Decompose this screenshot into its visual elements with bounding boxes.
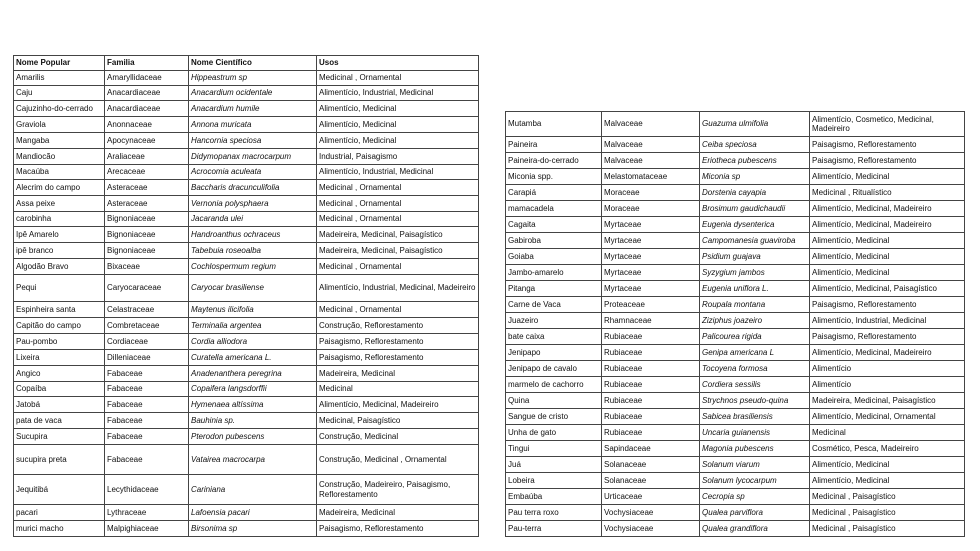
table-row — [14, 382, 479, 397]
scientific-name-cell: Caryocar brasiliense — [189, 275, 317, 302]
scientific-name-cell: Solanum viarum — [700, 457, 810, 473]
table-row — [506, 249, 965, 265]
scientific-name-cell: Ceiba speciosa — [700, 137, 810, 153]
uses-cell: Paisagismo, Reflorestamento — [317, 350, 479, 366]
uses-cell: Alimentício, Medicinal, Madeireiro — [810, 217, 965, 233]
popular-name-cell: Pequi — [14, 275, 105, 302]
family-cell: Myrtaceae — [602, 281, 700, 297]
popular-name-cell: Embaúba — [506, 489, 602, 505]
family-cell: Amaryllidaceae — [105, 71, 189, 86]
family-cell: Lecythidaceae — [105, 475, 189, 505]
scientific-name-cell: Solanum lycocarpum — [700, 473, 810, 489]
table-row — [506, 201, 965, 217]
popular-name-cell: Quina — [506, 393, 602, 409]
scientific-name-cell: Copaifera langsdorffii — [189, 382, 317, 397]
uses-cell: Medicinal — [810, 425, 965, 441]
family-cell: Araliaceae — [105, 149, 189, 165]
table-row — [14, 227, 479, 243]
popular-name-cell: Sangue de cristo — [506, 409, 602, 425]
uses-cell: Alimentício, Medicinal, Madeireiro — [810, 201, 965, 217]
uses-cell: Alimentício, Medicinal — [810, 169, 965, 185]
scientific-name-cell: Psidium guajava — [700, 249, 810, 265]
uses-cell: Alimentício, Industrial, Medicinal, Madeireiro — [317, 275, 479, 302]
popular-name-cell: Ipê Amarelo — [14, 227, 105, 243]
popular-name-cell: Pitanga — [506, 281, 602, 297]
table-row — [506, 281, 965, 297]
family-cell: Rubiaceae — [602, 425, 700, 441]
family-cell: Bignoniaceae — [105, 212, 189, 227]
table-row — [506, 233, 965, 249]
table-row — [506, 185, 965, 201]
family-cell: Combretaceae — [105, 318, 189, 334]
uses-cell: Alimentício — [810, 377, 965, 393]
right-plant-table — [505, 111, 965, 537]
popular-name-cell: marmelo de cachorro — [506, 377, 602, 393]
popular-name-cell: Amarilis — [14, 71, 105, 86]
uses-cell: Cosmético, Pesca, Madeireiro — [810, 441, 965, 457]
table-row — [14, 180, 479, 196]
family-cell: Malpighiaceae — [105, 521, 189, 537]
scientific-name-cell: Didymopanax macrocarpum — [189, 149, 317, 165]
popular-name-cell: Pau-pombo — [14, 334, 105, 350]
popular-name-cell: pacari — [14, 505, 105, 521]
family-cell: Myrtaceae — [602, 217, 700, 233]
scientific-name-cell: Magonia pubescens — [700, 441, 810, 457]
uses-cell: Construção, Reflorestamento — [317, 318, 479, 334]
popular-name-cell: Lobeira — [506, 473, 602, 489]
uses-cell: Alimentício, Medicinal, Madeireiro — [317, 397, 479, 413]
popular-name-cell: mamacadela — [506, 201, 602, 217]
popular-name-cell: Miconia spp. — [506, 169, 602, 185]
scientific-name-cell: Roupala montana — [700, 297, 810, 313]
table-row — [14, 445, 479, 475]
scientific-name-cell: Tocoyena formosa — [700, 361, 810, 377]
uses-cell: Alimentício, Medicinal — [810, 249, 965, 265]
scientific-name-cell: Anacardium ocidentale — [189, 86, 317, 101]
table-row — [14, 133, 479, 149]
table-row — [506, 265, 965, 281]
family-cell: Bixaceae — [105, 259, 189, 275]
table-row — [14, 275, 479, 302]
popular-name-cell: Paineira-do-cerrado — [506, 153, 602, 169]
popular-name-cell: Jenipapo — [506, 345, 602, 361]
scientific-name-cell: Annona muricata — [189, 117, 317, 133]
family-cell: Moraceae — [602, 185, 700, 201]
uses-cell: Medicinal, Paisagístico — [317, 413, 479, 429]
table-row — [14, 318, 479, 334]
scientific-name-cell: Birsonima sp — [189, 521, 317, 537]
uses-cell: Paisagismo, Reflorestamento — [810, 153, 965, 169]
table-row — [506, 377, 965, 393]
table-row — [506, 521, 965, 537]
popular-name-cell: Carapiá — [506, 185, 602, 201]
family-cell: Rubiaceae — [602, 329, 700, 345]
table-row — [14, 397, 479, 413]
popular-name-cell: Juá — [506, 457, 602, 473]
popular-name-cell: Sucupira — [14, 429, 105, 445]
table-row — [14, 521, 479, 537]
table-row — [506, 473, 965, 489]
header-scientific-name: Nome Científico — [189, 56, 317, 71]
header-popular-name: Nome Popular — [14, 56, 105, 71]
popular-name-cell: Graviola — [14, 117, 105, 133]
family-cell: Malvaceae — [602, 112, 700, 137]
table-row — [14, 86, 479, 101]
scientific-name-cell: Bauhinia sp. — [189, 413, 317, 429]
family-cell: Proteaceae — [602, 297, 700, 313]
uses-cell: Madeireira, Medicinal — [317, 505, 479, 521]
family-cell: Fabaceae — [105, 429, 189, 445]
family-cell: Fabaceae — [105, 366, 189, 382]
scientific-name-cell: Hymenaea altíssima — [189, 397, 317, 413]
scientific-name-cell: Cecropia sp — [700, 489, 810, 505]
popular-name-cell: Cajuzinho-do-cerrado — [14, 101, 105, 117]
family-cell: Anacardiaceae — [105, 101, 189, 117]
table-row — [14, 212, 479, 227]
family-cell: Celastraceae — [105, 302, 189, 318]
family-cell: Moraceae — [602, 201, 700, 217]
popular-name-cell: Jambo-amarelo — [506, 265, 602, 281]
family-cell: Rubiaceae — [602, 345, 700, 361]
popular-name-cell: Cagaita — [506, 217, 602, 233]
uses-cell: Medicinal — [317, 382, 479, 397]
scientific-name-cell: Eriotheca pubescens — [700, 153, 810, 169]
scientific-name-cell: Dorstenia cayapia — [700, 185, 810, 201]
scientific-name-cell: Eugenia uniflora L. — [700, 281, 810, 297]
uses-cell: Medicinal , Ritualístico — [810, 185, 965, 201]
uses-cell: Madeireira, Medicinal, Paisagístico — [317, 243, 479, 259]
popular-name-cell: Espinheira santa — [14, 302, 105, 318]
popular-name-cell: Copaíba — [14, 382, 105, 397]
popular-name-cell: pata de vaca — [14, 413, 105, 429]
scientific-name-cell: Acrocomia aculeata — [189, 165, 317, 180]
family-cell: Rubiaceae — [602, 409, 700, 425]
scientific-name-cell: Baccharis dracunculifolia — [189, 180, 317, 196]
popular-name-cell: Carne de Vaca — [506, 297, 602, 313]
scientific-name-cell: Uncaria guianensis — [700, 425, 810, 441]
family-cell: Anacardiaceae — [105, 86, 189, 101]
popular-name-cell: Macaúba — [14, 165, 105, 180]
popular-name-cell: Jequitibá — [14, 475, 105, 505]
table-row — [506, 425, 965, 441]
table-row — [14, 117, 479, 133]
scientific-name-cell: Syzygium jambos — [700, 265, 810, 281]
table-row — [506, 153, 965, 169]
family-cell: Myrtaceae — [602, 249, 700, 265]
popular-name-cell: Gabiroba — [506, 233, 602, 249]
family-cell: Fabaceae — [105, 397, 189, 413]
popular-name-cell: Caju — [14, 86, 105, 101]
scientific-name-cell: Cochlospermum regium — [189, 259, 317, 275]
scientific-name-cell: Miconia sp — [700, 169, 810, 185]
table-row — [506, 393, 965, 409]
popular-name-cell: Tingui — [506, 441, 602, 457]
family-cell: Caryocaraceae — [105, 275, 189, 302]
popular-name-cell: Pau terra roxo — [506, 505, 602, 521]
family-cell: Rhamnaceae — [602, 313, 700, 329]
family-cell: Bignoniaceae — [105, 243, 189, 259]
family-cell: Asteraceae — [105, 180, 189, 196]
popular-name-cell: ipê branco — [14, 243, 105, 259]
table-row — [506, 112, 965, 137]
scientific-name-cell: Genipa americana L — [700, 345, 810, 361]
family-cell: Asteraceae — [105, 196, 189, 212]
family-cell: Vochysiaceae — [602, 521, 700, 537]
family-cell: Solanaceae — [602, 473, 700, 489]
scientific-name-cell: Terminalia argentea — [189, 318, 317, 334]
family-cell: Anonnaceae — [105, 117, 189, 133]
family-cell: Lythraceae — [105, 505, 189, 521]
scientific-name-cell: Curatella americana L. — [189, 350, 317, 366]
table-row — [506, 329, 965, 345]
uses-cell: Paisagismo, Reflorestamento — [810, 137, 965, 153]
table-row — [506, 345, 965, 361]
scientific-name-cell: Ziziphus joazeiro — [700, 313, 810, 329]
scientific-name-cell: Lafoensia pacari — [189, 505, 317, 521]
scientific-name-cell: Cordia alliodora — [189, 334, 317, 350]
uses-cell: Alimentício, Medicinal — [810, 233, 965, 249]
popular-name-cell: Mandiocão — [14, 149, 105, 165]
family-cell: Cordiaceae — [105, 334, 189, 350]
uses-cell: Medicinal , Ornamental — [317, 196, 479, 212]
table-row — [14, 259, 479, 275]
table-row — [506, 409, 965, 425]
table-row — [14, 505, 479, 521]
family-cell: Rubiaceae — [602, 393, 700, 409]
family-cell: Vochysiaceae — [602, 505, 700, 521]
scientific-name-cell: Vernonia polysphaera — [189, 196, 317, 212]
uses-cell: Medicinal , Ornamental — [317, 71, 479, 86]
table-row — [14, 366, 479, 382]
family-cell: Myrtaceae — [602, 265, 700, 281]
table-row — [14, 334, 479, 350]
table-row — [506, 137, 965, 153]
uses-cell: Medicinal , Paisagístico — [810, 505, 965, 521]
table-row — [14, 71, 479, 86]
table-row — [506, 441, 965, 457]
table-row — [506, 297, 965, 313]
table-row — [14, 350, 479, 366]
popular-name-cell: Capitão do campo — [14, 318, 105, 334]
popular-name-cell: Goiaba — [506, 249, 602, 265]
scientific-name-cell: Vatairea macrocarpa — [189, 445, 317, 475]
header-family: Familia — [105, 56, 189, 71]
scientific-name-cell: Cariniana — [189, 475, 317, 505]
popular-name-cell: Angico — [14, 366, 105, 382]
scientific-name-cell: Cordiera sessilis — [700, 377, 810, 393]
family-cell: Myrtaceae — [602, 233, 700, 249]
uses-cell: Madeireira, Medicinal, Paisagístico — [317, 227, 479, 243]
family-cell: Malvaceae — [602, 153, 700, 169]
family-cell: Rubiaceae — [602, 377, 700, 393]
family-cell: Sapindaceae — [602, 441, 700, 457]
family-cell: Urticaceae — [602, 489, 700, 505]
table-row — [14, 429, 479, 445]
uses-cell: Alimentício, Cosmetico, Medicinal, Madeireiro — [810, 112, 965, 137]
family-cell: Melastomataceae — [602, 169, 700, 185]
uses-cell: Alimentício, Medicinal — [810, 457, 965, 473]
popular-name-cell: Paineira — [506, 137, 602, 153]
family-cell: Fabaceae — [105, 413, 189, 429]
scientific-name-cell: Palicourea rigida — [700, 329, 810, 345]
uses-cell: Medicinal , Ornamental — [317, 180, 479, 196]
table-row — [506, 169, 965, 185]
scientific-name-cell: Anadenanthera peregrina — [189, 366, 317, 382]
uses-cell: Construção, Medicinal — [317, 429, 479, 445]
scientific-name-cell: Eugenia dysenterica — [700, 217, 810, 233]
popular-name-cell: Assa peixe — [14, 196, 105, 212]
uses-cell: Construção, Medicinal , Ornamental — [317, 445, 479, 475]
popular-name-cell: sucupira preta — [14, 445, 105, 475]
uses-cell: Paisagismo, Reflorestamento — [317, 334, 479, 350]
table-row — [506, 489, 965, 505]
uses-cell: Medicinal , Ornamental — [317, 302, 479, 318]
family-cell: Solanaceae — [602, 457, 700, 473]
uses-cell: Medicinal , Ornamental — [317, 212, 479, 227]
uses-cell: Madeireira, Medicinal — [317, 366, 479, 382]
scientific-name-cell: Qualea parviflora — [700, 505, 810, 521]
uses-cell: Alimentício, Industrial, Medicinal — [317, 165, 479, 180]
uses-cell: Alimentício, Industrial, Medicinal — [317, 86, 479, 101]
scientific-name-cell: Pterodon pubescens — [189, 429, 317, 445]
table-row — [14, 149, 479, 165]
popular-name-cell: Unha de gato — [506, 425, 602, 441]
table-row — [14, 475, 479, 505]
uses-cell: Alimentício, Medicinal — [317, 101, 479, 117]
popular-name-cell: Alecrim do campo — [14, 180, 105, 196]
popular-name-cell: Pau-terra — [506, 521, 602, 537]
uses-cell: Alimentício, Medicinal, Paisagístico — [810, 281, 965, 297]
scientific-name-cell: Handroanthus ochraceus — [189, 227, 317, 243]
scientific-name-cell: Sabicea brasiliensis — [700, 409, 810, 425]
family-cell: Malvaceae — [602, 137, 700, 153]
uses-cell: Alimentício, Medicinal — [317, 117, 479, 133]
uses-cell: Alimentício, Industrial, Medicinal — [810, 313, 965, 329]
left-plant-table — [13, 55, 479, 537]
scientific-name-cell: Qualea grandiflora — [700, 521, 810, 537]
family-cell: Bignoniaceae — [105, 227, 189, 243]
popular-name-cell: murici macho — [14, 521, 105, 537]
popular-name-cell: Lixeira — [14, 350, 105, 366]
family-cell: Dilleniaceae — [105, 350, 189, 366]
header-uses: Usos — [317, 56, 479, 71]
scientific-name-cell: Anacardium humile — [189, 101, 317, 117]
scientific-name-cell: Hancornia speciosa — [189, 133, 317, 149]
uses-cell: Industrial, Paisagismo — [317, 149, 479, 165]
popular-name-cell: bate caixa — [506, 329, 602, 345]
uses-cell: Medicinal , Ornamental — [317, 259, 479, 275]
table-row — [506, 361, 965, 377]
scientific-name-cell: Hippeastrum sp — [189, 71, 317, 86]
family-cell: Apocynaceae — [105, 133, 189, 149]
table-header-row — [14, 56, 479, 71]
table-row — [14, 165, 479, 180]
popular-name-cell: Algodão Bravo — [14, 259, 105, 275]
family-cell: Fabaceae — [105, 445, 189, 475]
table-row — [506, 505, 965, 521]
scientific-name-cell: Maytenus ilicifolia — [189, 302, 317, 318]
uses-cell: Madeireira, Medicinal, Paisagístico — [810, 393, 965, 409]
scientific-name-cell: Strychnos pseudo-quina — [700, 393, 810, 409]
uses-cell: Alimentício, Medicinal — [317, 133, 479, 149]
popular-name-cell: Mutamba — [506, 112, 602, 137]
family-cell: Fabaceae — [105, 382, 189, 397]
family-cell: Rubiaceae — [602, 361, 700, 377]
scientific-name-cell: Campomanesia guaviroba — [700, 233, 810, 249]
table-row — [14, 302, 479, 318]
table-row — [14, 243, 479, 259]
scientific-name-cell: Jacaranda ulei — [189, 212, 317, 227]
table-row — [506, 457, 965, 473]
popular-name-cell: carobinha — [14, 212, 105, 227]
uses-cell: Paisagismo, Reflorestamento — [810, 297, 965, 313]
family-cell: Arecaceae — [105, 165, 189, 180]
scientific-name-cell: Tabebuia roseoalba — [189, 243, 317, 259]
popular-name-cell: Juazeiro — [506, 313, 602, 329]
table-row — [506, 313, 965, 329]
uses-cell: Alimentício, Medicinal — [810, 265, 965, 281]
uses-cell: Alimentício — [810, 361, 965, 377]
table-row — [14, 413, 479, 429]
uses-cell: Construção, Madeireiro, Paisagismo, Reflorestamento — [317, 475, 479, 505]
uses-cell: Medicinal , Paisagístico — [810, 521, 965, 537]
scientific-name-cell: Brosimum gaudichaudii — [700, 201, 810, 217]
table-row — [14, 196, 479, 212]
uses-cell: Alimentício, Medicinal, Madeireiro — [810, 345, 965, 361]
uses-cell: Paisagismo, Reflorestamento — [317, 521, 479, 537]
scientific-name-cell: Guazuma ulmifolia — [700, 112, 810, 137]
table-row — [506, 217, 965, 233]
popular-name-cell: Jatobá — [14, 397, 105, 413]
uses-cell: Alimentício, Medicinal — [810, 473, 965, 489]
uses-cell: Alimentício, Medicinal, Ornamental — [810, 409, 965, 425]
table-row — [14, 101, 479, 117]
uses-cell: Paisagismo, Reflorestamento — [810, 329, 965, 345]
uses-cell: Medicinal , Paisagístico — [810, 489, 965, 505]
popular-name-cell: Mangaba — [14, 133, 105, 149]
popular-name-cell: Jenipapo de cavalo — [506, 361, 602, 377]
